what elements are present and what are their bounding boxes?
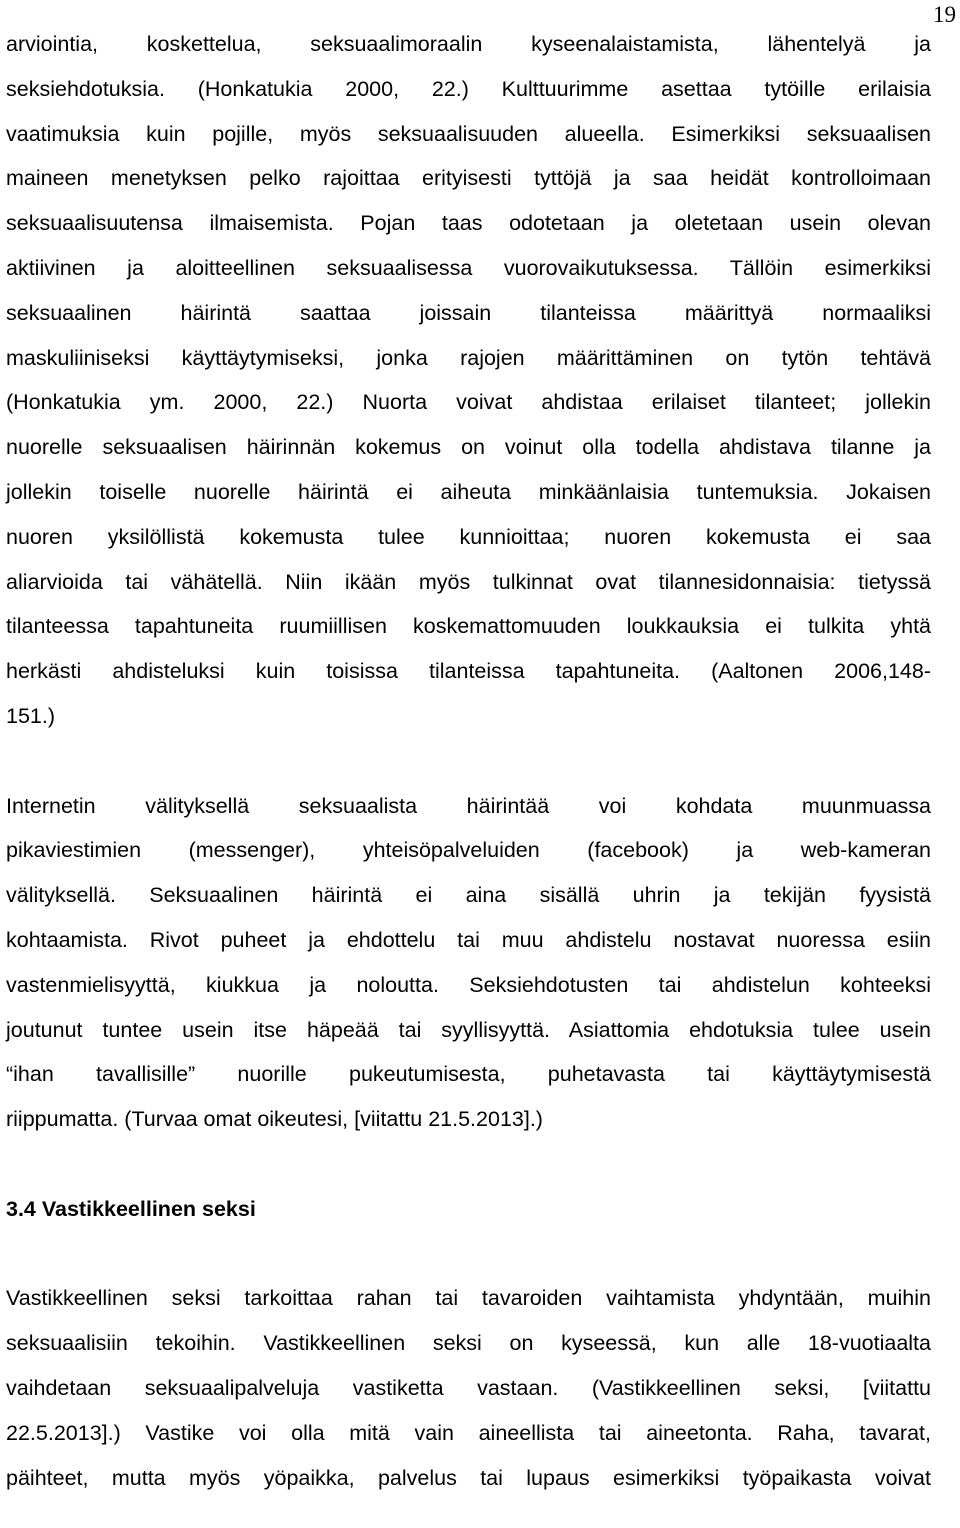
text-line: (Honkatukia ym. 2000, 22.) Nuorta voivat ahdistaa erilaiset tilanteet; jollekin: [6, 390, 931, 415]
text-line: arviointia, koskettelua, seksuaalimoraalin kyseenalaistamista, lähentelyä ja: [6, 32, 931, 56]
text-line: herkästi ahdisteluksi kuin toisissa tilanteissa tapahtuneita. (Aaltonen 2006,148-: [6, 659, 931, 684]
text-line: seksiehdotuksia. (Honkatukia 2000, 22.) Kulttuurimme asettaa tytöille erilaisia: [6, 76, 931, 101]
text-line: aliarvioida tai vähätellä. Niin ikään myös tulkinnat ovat tilannesidonnaisia: tietyssä: [6, 569, 931, 594]
text-line: pikaviestimien (messenger), yhteisöpalveluiden (facebook) ja web-kameran: [6, 838, 931, 863]
paragraph-3: [6, 1276, 931, 1500]
text-line: päihteet, mutta myös yöpaikka, palvelus tai lupaus esimerkiksi työpaikasta voivat: [6, 1465, 931, 1490]
text-line: “ihan tavallisille” nuorille pukeutumisesta, puhetavasta tai käyttäytymisestä: [6, 1062, 931, 1087]
text-line: maineen menetyksen pelko rajoittaa erityisesti tyttöjä ja saa heidät kontrolloimaan: [6, 166, 931, 191]
text-line: 151.): [6, 703, 56, 728]
text-line: 22.5.2013].) Vastike voi olla mitä vain aineellista tai aineetonta. Raha, tavarat,: [6, 1420, 931, 1445]
text-line: seksuaalisiin tekoihin. Vastikkeellinen seksi on kyseessä, kun alle 18-vuotiaalta: [6, 1331, 931, 1356]
text-line: seksuaalisuutensa ilmaisemista. Pojan taas odotetaan ja oletetaan usein olevan: [6, 211, 931, 236]
text-line: kohtaamista. Rivot puheet ja ehdottelu tai muu ahdistelu nostavat nuoressa esiin: [6, 927, 931, 952]
text-line: jollekin toiselle nuorelle häirintä ei aiheuta minkäänlaisia tuntemuksia. Jokaisen: [6, 479, 931, 504]
text-line: tilanteessa tapahtuneita ruumiillisen koskemattomuuden loukkauksia ei tulkita yhtä: [6, 614, 931, 639]
text-line: vaihdetaan seksuaalipalveluja vastiketta vastaan. (Vastikkeellinen seksi, [viitattu: [6, 1375, 931, 1400]
paragraph-1: [6, 22, 931, 739]
text-line: vastenmielisyyttä, kiukkua ja nolouttа. Seksiehdotusten tai ahdistelun kohteeksi: [6, 972, 931, 997]
text-line: välityksellä. Seksuaalinen häirintä ei aina sisällä uhrin ja tekijän fyysistä: [6, 883, 931, 908]
section-heading: 3.4 Vastikkeellinen seksi: [6, 1196, 256, 1221]
text-line: aktiivinen ja aloitteellinen seksuaalisessa vuorovaikutuksessa. Tällöin esimerkiksi: [6, 255, 931, 280]
text-line: riippumatta. (Turvaa omat oikeutesi, [viitattu 21.5.2013].): [6, 1107, 543, 1132]
paragraph-gap: [6, 1142, 931, 1187]
paragraph-2: [6, 784, 931, 1142]
text-line: seksuaalinen häirintä saattaa joissain tilanteissa määrittyä normaaliksi: [6, 300, 931, 325]
document-body: [6, 22, 931, 1500]
text-line: vaatimuksia kuin pojille, myös seksuaalisuuden alueella. Esimerkiksi seksuaalisen: [6, 121, 931, 146]
paragraph-gap: [6, 739, 931, 784]
text-line: joutunut tuntee usein itse häpeää tai syyllisyyttä. Asiattomia ehdotuksia tulee usein: [6, 1017, 931, 1042]
text-line: Internetin välityksellä seksuaalista häirintää voi kohdata muunmuassa: [6, 793, 931, 818]
text-line: Vastikkeellinen seksi tarkoittaa rahan tai tavaroiden vaihtamista yhdyntään, muihin: [6, 1286, 931, 1311]
paragraph-gap: [6, 1232, 931, 1277]
text-line: nuoren yksilöllistä kokemusta tulee kunnioittaa; nuoren kokemusta ei saa: [6, 524, 931, 549]
text-line: maskuliiniseksi käyttäytymiseksi, jonka rajojen määrittäminen on tytön tehtävä: [6, 345, 931, 370]
text-line: nuorelle seksuaalisen häirinnän kokemus on voinut olla todella ahdistava tilanne ja: [6, 435, 931, 460]
page-number: 19: [933, 2, 956, 27]
